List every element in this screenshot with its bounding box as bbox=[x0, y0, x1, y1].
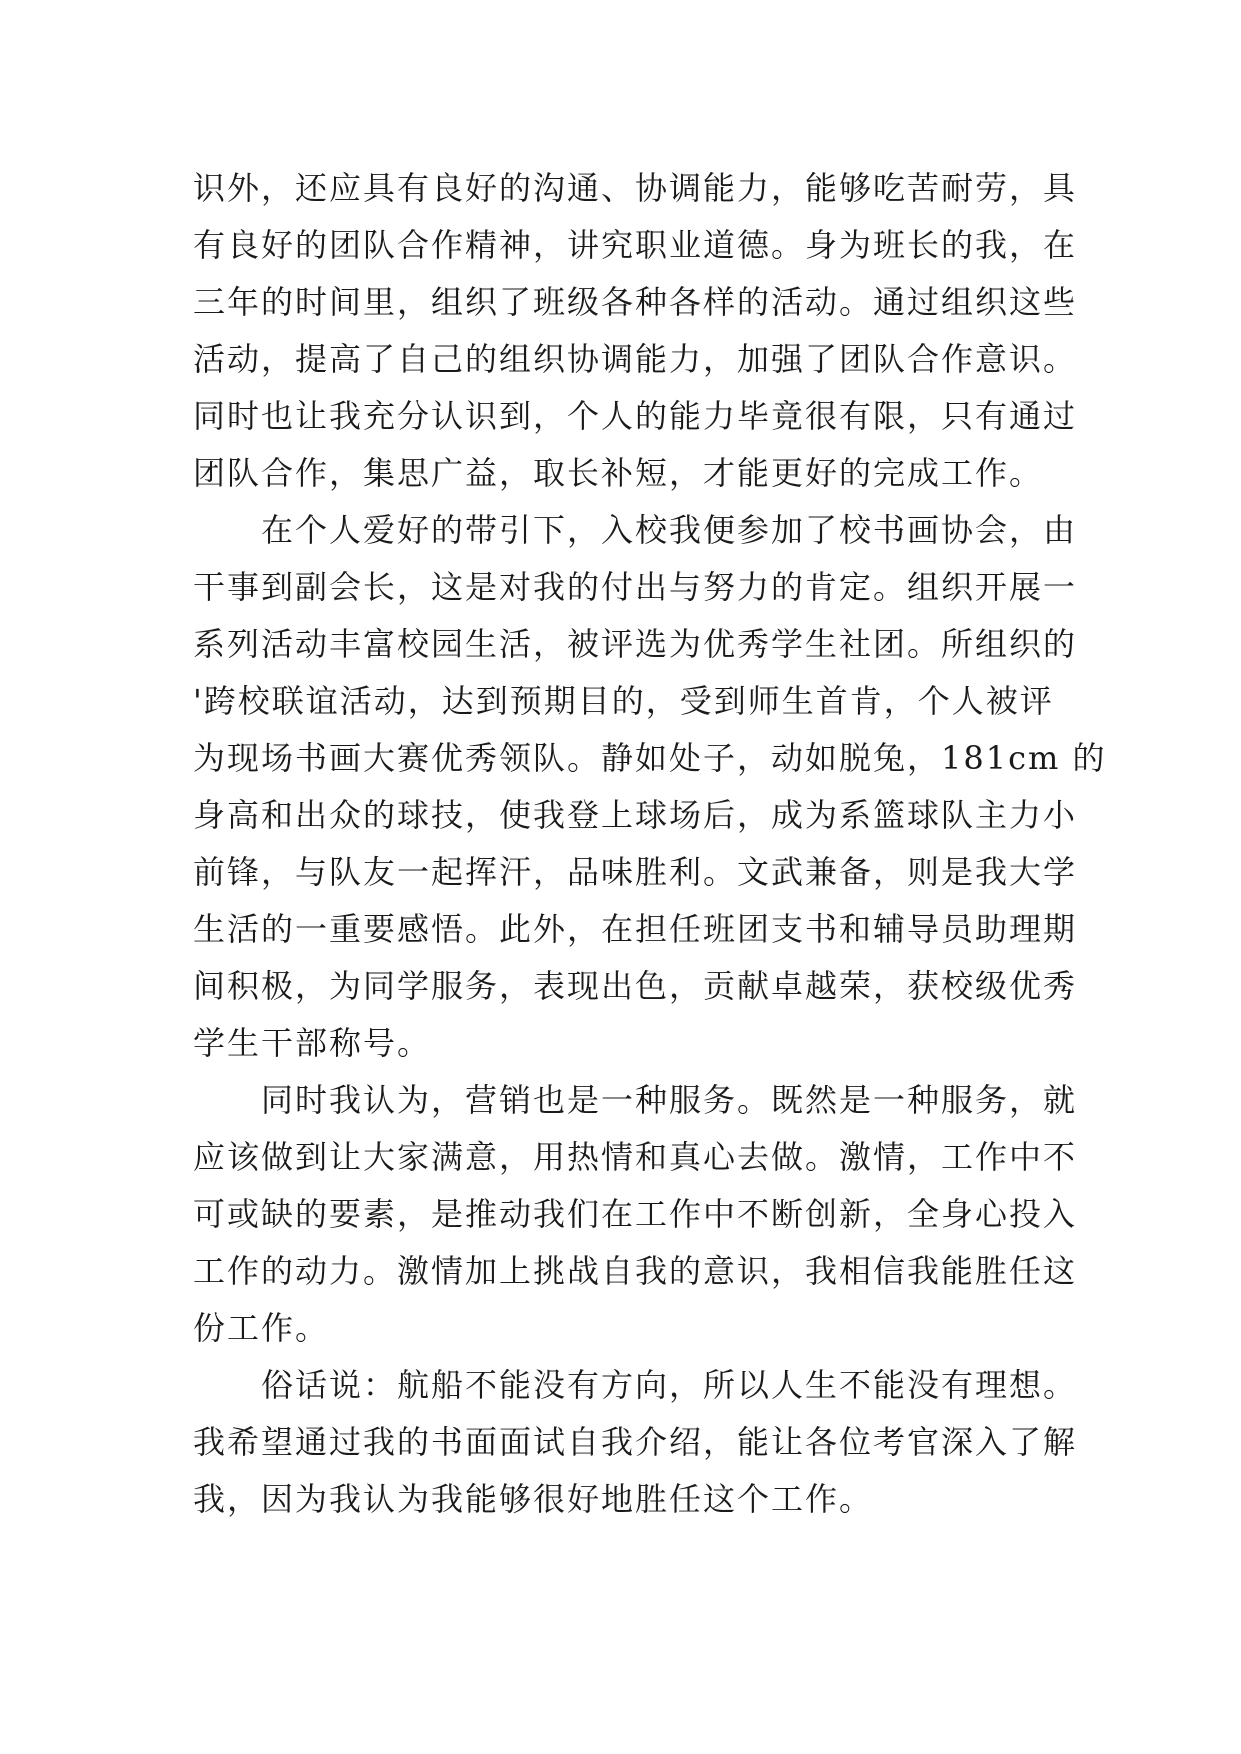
text-line: 团队合作，集思广益，取长补短，才能更好的完成工作。 bbox=[193, 454, 1044, 492]
text-line: 身高和出众的球技，使我登上球场后，成为系篮球队主力小 bbox=[193, 796, 1078, 834]
text-line: 生活的一重要感悟。此外，在担任班团支书和辅导员助理期 bbox=[193, 910, 1078, 948]
text-line: 干事到副会长，这是对我的付出与努力的肯定。组织开展一 bbox=[193, 568, 1078, 606]
body-text bbox=[193, 160, 1107, 1528]
text-line: 份工作。 bbox=[193, 1309, 330, 1347]
text-line: 同时也让我充分认识到，个人的能力毕竟很有限，只有通过 bbox=[193, 397, 1078, 435]
text-line: 间积极，为同学服务，表现出色，贡献卓越荣，获校级优秀 bbox=[193, 967, 1078, 1005]
text-line: 活动，提高了自己的组织协调能力，加强了团队合作意识。 bbox=[193, 340, 1078, 378]
text-line: 识外，还应具有良好的沟通、协调能力，能够吃苦耐劳，具 bbox=[193, 169, 1078, 207]
text-line: 系列活动丰富校园生活，被评选为优秀学生社团。所组织的 bbox=[193, 625, 1078, 663]
text-line: 在个人爱好的带引下，入校我便参加了校书画协会，由 bbox=[193, 511, 1078, 549]
text-line: 为现场书画大赛优秀领队。静如处子，动如脱兔，181cm 的 bbox=[193, 739, 1107, 777]
text-line: 可或缺的要素，是推动我们在工作中不断创新，全身心投入 bbox=[193, 1195, 1078, 1233]
text-line: '跨校联谊活动，达到预期目的，受到师生首肯，个人被评 bbox=[193, 682, 1054, 720]
text-line: 同时我认为，营销也是一种服务。既然是一种服务，就 bbox=[193, 1081, 1078, 1119]
text-line: 我，因为我认为我能够很好地胜任这个工作。 bbox=[193, 1480, 874, 1518]
text-line: 三年的时间里，组织了班级各种各样的活动。通过组织这些 bbox=[193, 283, 1078, 321]
text-line: 工作的动力。激情加上挑战自我的意识，我相信我能胜任这 bbox=[193, 1252, 1078, 1290]
text-line: 学生干部称号。 bbox=[193, 1024, 432, 1062]
text-line: 我希望通过我的书面面试自我介绍，能让各位考官深入了解 bbox=[193, 1423, 1078, 1461]
text-line: 俗话说：航船不能没有方向，所以人生不能没有理想。 bbox=[193, 1366, 1078, 1404]
text-line: 前锋，与队友一起挥汗，品味胜利。文武兼备，则是我大学 bbox=[193, 853, 1078, 891]
text-line: 有良好的团队合作精神，讲究职业道德。身为班长的我，在 bbox=[193, 226, 1078, 264]
text-line: 应该做到让大家满意，用热情和真心去做。激情，工作中不 bbox=[193, 1138, 1078, 1176]
